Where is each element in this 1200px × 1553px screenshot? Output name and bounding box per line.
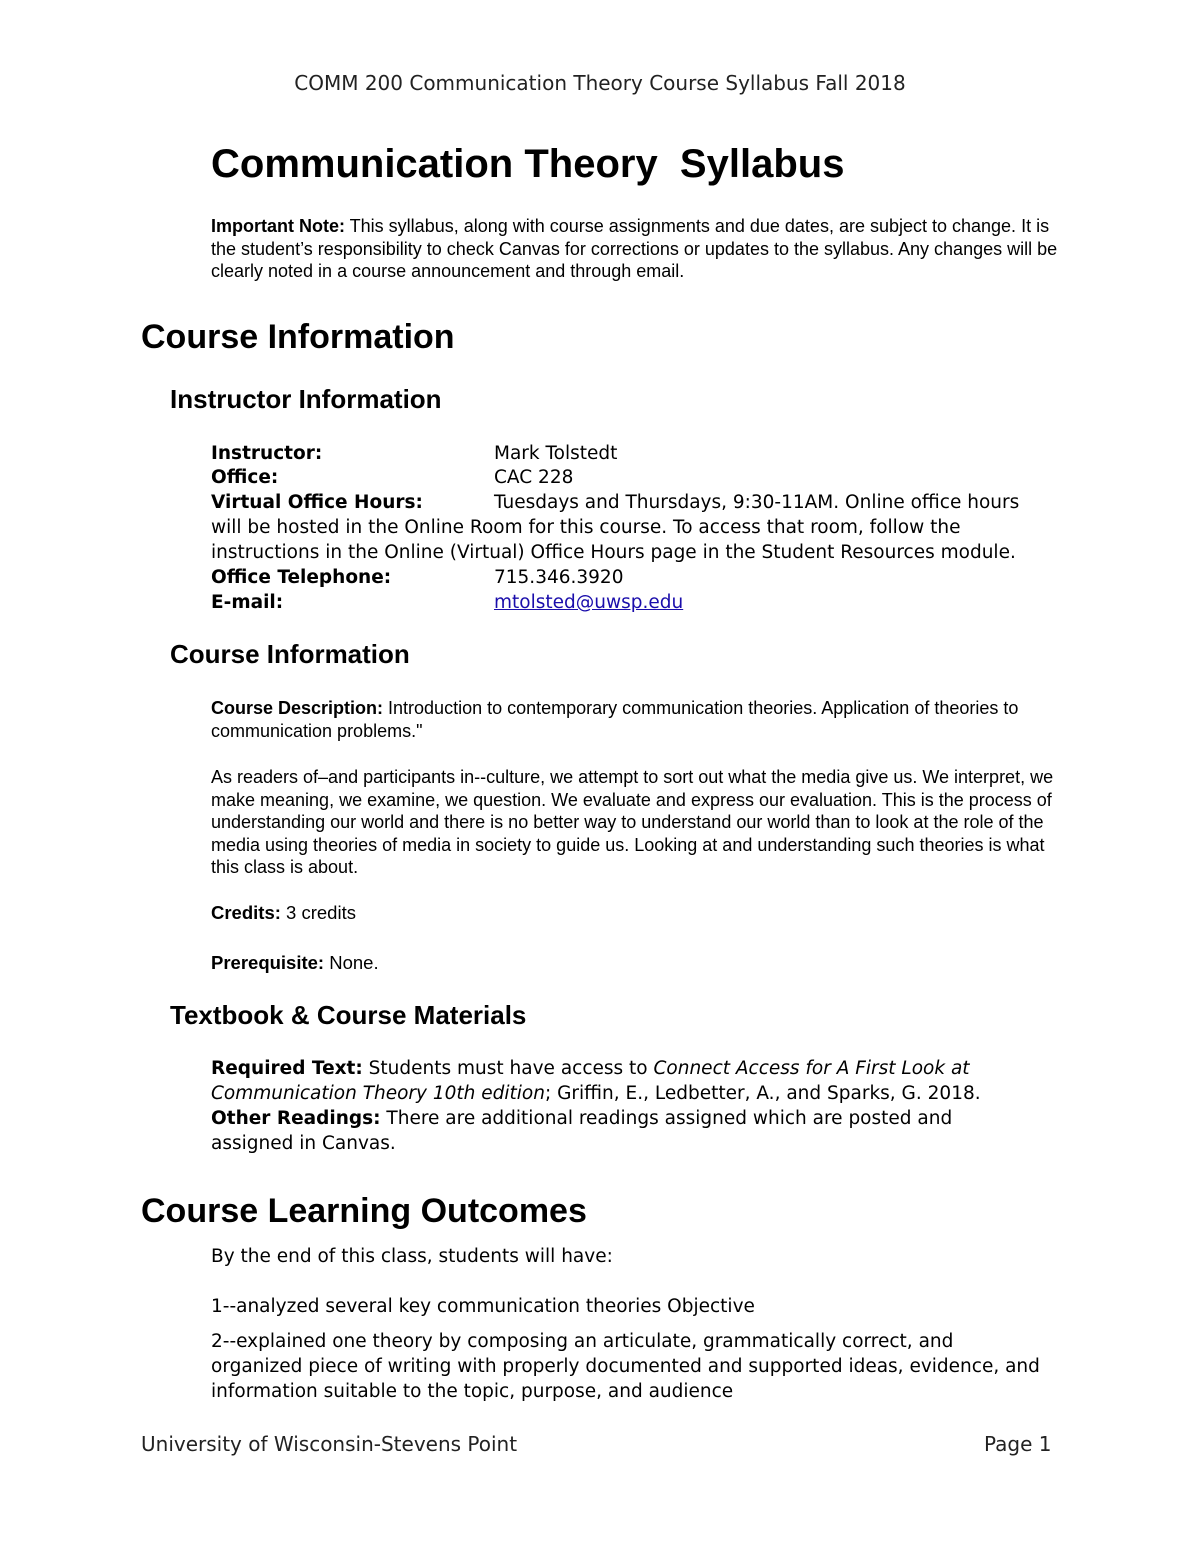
office-hours-continued-2: instructions in the Online (Virtual) Office Hours page in the Student Resources module. — [211, 542, 1016, 563]
credits-value: 3 credits — [280, 902, 356, 923]
office-hours-row — [211, 490, 1071, 515]
outcome-item-line: organized piece of writing with properly documented and supported ideas, evidence, and — [211, 1356, 1040, 1377]
required-text-citation: ; Griffin, E., Ledbetter, A., and Sparks, G. 2018. — [544, 1083, 981, 1104]
required-text-label: Required Text: — [211, 1058, 363, 1079]
telephone-label: Office Telephone: — [211, 567, 392, 588]
course-description-text: Introduction to contemporary communication theories. Application of theories to communication problems." — [211, 698, 1019, 741]
email-link[interactable]: mtolsted@uwsp.edu — [494, 592, 684, 613]
instructor-label: Instructor: — [211, 443, 323, 464]
section-heading-course-information: Course Information — [141, 318, 455, 356]
instructor-row — [211, 441, 1071, 466]
important-note-label: Important Note: — [211, 216, 345, 236]
office-value: CAC 228 — [494, 467, 574, 488]
office-hours-label: Virtual Office Hours: — [211, 492, 423, 513]
important-note-text: This syllabus, along with course assignments and due dates, are subject to change. It is the student’s responsibility to check Canvas for corrections or updates to the syllabus. Any changes will be clearly noted in a course announcement and through email. — [211, 216, 1058, 281]
office-hours-value: Tuesdays and Thursdays, 9:30-11AM. Online office hours — [494, 492, 1020, 513]
office-label: Office: — [211, 467, 279, 488]
footer-institution: University of Wisconsin-Stevens Point — [141, 1432, 518, 1456]
course-paragraph: As readers of–and participants in--culture, we attempt to sort out what the media give us. We interpret, we make meaning, we examine, we question. We evaluate and express our evaluation. This is the process of understanding our world and there is no better way to understand our world than to look at the role of the media using theories of media in society to guide us. Looking at and understanding such theories is what this class is about. — [211, 767, 1054, 877]
course-description — [211, 697, 1071, 742]
telephone-value: 715.346.3920 — [494, 567, 624, 588]
running-header: COMM 200 Communication Theory Course Syllabus Fall 2018 — [294, 71, 906, 95]
telephone-row — [211, 565, 1071, 590]
course-description-label: Course Description: — [211, 698, 384, 718]
outcome-item-line: information suitable to the topic, purpose, and audience — [211, 1381, 734, 1402]
other-readings-label: Other Readings: — [211, 1108, 381, 1129]
important-note — [211, 215, 1061, 283]
email-row — [211, 590, 1071, 615]
email-label: E-mail: — [211, 592, 284, 613]
required-text-title-2: Communication Theory 10th edition — [211, 1083, 545, 1104]
subheading-instructor-information: Instructor Information — [170, 384, 442, 414]
section-heading-learning-outcomes: Course Learning Outcomes — [141, 1192, 587, 1230]
instructor-value: Mark Tolstedt — [494, 443, 618, 464]
required-text-intro: Students must have access to — [362, 1058, 654, 1079]
credits-line — [211, 902, 1071, 925]
footer-page-number: Page 1 — [984, 1432, 1052, 1456]
subheading-course-information: Course Information — [170, 639, 410, 669]
prerequisite-label: Prerequisite: — [211, 952, 325, 973]
prerequisite-line — [211, 952, 1071, 975]
required-text-line-1 — [211, 1056, 1071, 1081]
outcomes-intro: By the end of this class, students will have: — [211, 1246, 613, 1267]
other-readings-text: There are additional readings assigned which are posted and — [380, 1108, 953, 1129]
office-hours-continued-1: will be hosted in the Online Room for this course. To access that room, follow the — [211, 517, 961, 538]
outcome-item: 1--analyzed several key communication theories Objective — [211, 1296, 755, 1317]
outcome-item-line: 2--explained one theory by composing an articulate, grammatically correct, and — [211, 1331, 954, 1352]
other-readings-line-2: assigned in Canvas. — [211, 1133, 396, 1154]
required-text-title-1: Connect Access for A First Look at — [653, 1058, 970, 1079]
subheading-textbook-materials: Textbook & Course Materials — [170, 1000, 527, 1030]
credits-label: Credits: — [211, 902, 281, 923]
office-row — [211, 465, 1071, 490]
required-text-line-2 — [211, 1081, 1071, 1106]
document-title: Communication Theory Syllabus — [211, 142, 845, 186]
prerequisite-value: None. — [324, 952, 379, 973]
other-readings-line-1 — [211, 1106, 1071, 1131]
